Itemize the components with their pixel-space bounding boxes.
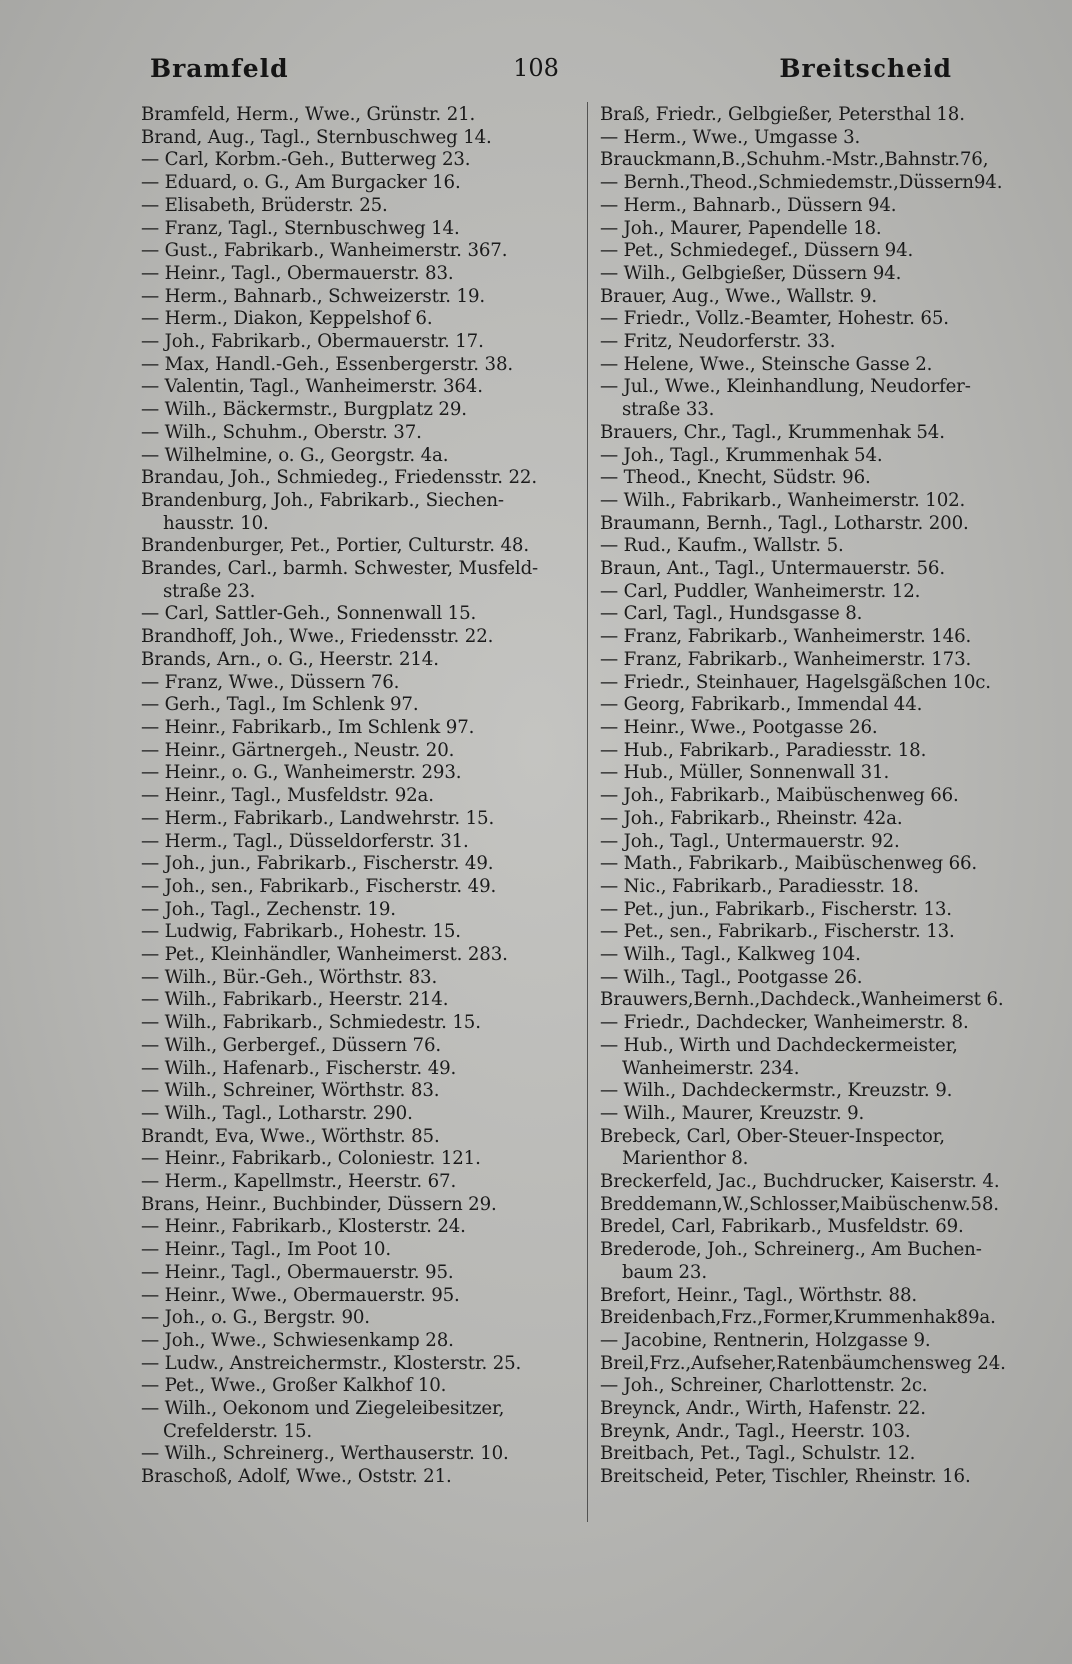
directory-entry: — Ludwig, Fabrikarb., Hohestr. 15. — [141, 921, 461, 943]
directory-entry: — Wilh., Bäckermstr., Burgplatz 29. — [141, 399, 467, 421]
directory-entry: — Wilh., Fabrikarb., Schmiedestr. 15. — [141, 1012, 481, 1034]
directory-entry: — Franz, Tagl., Sternbuschweg 14. — [141, 217, 460, 239]
directory-entry: — Herm., Diakon, Keppelshof 6. — [141, 308, 433, 330]
directory-entry: Brederode, Joh., Schreinerg., Am Buchen- — [600, 1239, 982, 1261]
directory-entry: — Franz, Wwe., Düssern 76. — [141, 671, 400, 693]
directory-entry: — Math., Fabrikarb., Maibüschenweg 66. — [600, 853, 978, 875]
directory-entry: — Wilh., Tagl., Kalkweg 104. — [600, 944, 861, 966]
directory-entry: Brauer, Aug., Wwe., Wallstr. 9. — [600, 285, 878, 307]
right-column — [600, 104, 1042, 1489]
directory-entry: — Helene, Wwe., Steinsche Gasse 2. — [600, 353, 933, 375]
directory-entry: — Bernh.,Theod.,Schmiedemstr.,Düssern94. — [600, 172, 1003, 194]
directory-entry: Brandhoff, Joh., Wwe., Friedensstr. 22. — [141, 626, 494, 648]
directory-entry: — Carl, Korbm.-Geh., Butterweg 23. — [141, 149, 471, 171]
directory-entry: Brandenburg, Joh., Fabrikarb., Siechen- — [141, 489, 504, 511]
directory-entry: — Wilh., Bür.-Geh., Wörthstr. 83. — [141, 966, 438, 988]
directory-entry: — Herm., Bahnarb., Düssern 94. — [600, 194, 897, 216]
directory-entry: Breil,Frz.,Aufseher,Ratenbäumchensweg 24. — [600, 1352, 1006, 1374]
directory-entry: — Pet., Kleinhändler, Wanheimerst. 283. — [141, 944, 508, 966]
directory-entry: — Joh., Tagl., Krummenhak 54. — [600, 444, 883, 466]
directory-entry: baum 23. — [622, 1261, 707, 1283]
directory-entry: Brandenburger, Pet., Portier, Culturstr. 48. — [141, 535, 529, 557]
directory-entry: — Wilh., Gerbergef., Düssern 76. — [141, 1034, 441, 1056]
directory-entry: — Gust., Fabrikarb., Wanheimerstr. 367. — [141, 240, 508, 262]
left-column — [141, 104, 578, 1489]
directory-entry: Bramfeld, Herm., Wwe., Grünstr. 21. — [141, 104, 476, 125]
directory-entry: — Joh., Schreiner, Charlottenstr. 2c. — [600, 1375, 928, 1397]
directory-entry: — Friedr., Steinhauer, Hagelsgäßchen 10c. — [600, 671, 991, 693]
directory-entry: — Pet., jun., Fabrikarb., Fischerstr. 13. — [600, 898, 952, 920]
directory-entry: Breynck, Andr., Wirth, Hafenstr. 22. — [600, 1398, 926, 1420]
directory-entry: — Herm., Fabrikarb., Landwehrstr. 15. — [141, 807, 495, 829]
directory-entry: — Heinr., Wwe., Pootgasse 26. — [600, 716, 878, 738]
directory-entry: — Heinr., Tagl., Musfeldstr. 92a. — [141, 785, 434, 807]
directory-entry: — Fritz, Neudorferstr. 33. — [600, 331, 836, 353]
directory-entry: — Heinr., Tagl., Obermauerstr. 83. — [141, 262, 454, 284]
directory-entry: Brands, Arn., o. G., Heerstr. 214. — [141, 648, 439, 670]
directory-entry: — Hub., Fabrikarb., Paradiesstr. 18. — [600, 739, 927, 761]
directory-entry: — Pet., sen., Fabrikarb., Fischerstr. 13. — [600, 921, 955, 943]
directory-entry: Marienthor 8. — [622, 1148, 749, 1170]
directory-entry: — Herm., Wwe., Umgasse 3. — [600, 126, 861, 148]
directory-entry: Braschoß, Adolf, Wwe., Oststr. 21. — [141, 1466, 452, 1488]
directory-entry: — Wilh., Tagl., Lotharstr. 290. — [141, 1102, 413, 1124]
directory-entry: — Wilhelmine, o. G., Georgstr. 4a. — [141, 444, 449, 466]
directory-entry: — Franz, Fabrikarb., Wanheimerstr. 146. — [600, 626, 972, 648]
directory-entry: — Ludw., Anstreichermstr., Klosterstr. 25. — [141, 1352, 522, 1374]
directory-entry: — Friedr., Vollz.-Beamter, Hohestr. 65. — [600, 308, 949, 330]
directory-entry: — Wilh., Oekonom und Ziegeleibesitzer, — [141, 1398, 505, 1420]
directory-entry: — Gerh., Tagl., Im Schlenk 97. — [141, 694, 419, 716]
directory-entry: — Joh., jun., Fabrikarb., Fischerstr. 49. — [141, 853, 494, 875]
directory-entry: — Joh., Tagl., Zechenstr. 19. — [141, 898, 396, 920]
directory-entry: — Rud., Kaufm., Wallstr. 5. — [600, 535, 844, 557]
directory-entry: — Herm., Tagl., Düsseldorferstr. 31. — [141, 830, 469, 852]
directory-entry: — Carl, Tagl., Hundsgasse 8. — [600, 603, 863, 625]
directory-entry: — Wilh., Hafenarb., Fischerstr. 49. — [141, 1057, 457, 1079]
directory-entry: — Jacobine, Rentnerin, Holzgasse 9. — [600, 1329, 931, 1351]
directory-entry: hausstr. 10. — [163, 512, 269, 534]
directory-entry: — Heinr., Fabrikarb., Coloniestr. 121. — [141, 1148, 481, 1170]
directory-entry: Crefelderstr. 15. — [163, 1420, 313, 1442]
directory-entry: — Joh., Maurer, Papendelle 18. — [600, 217, 882, 239]
directory-entry: Braumann, Bernh., Tagl., Lotharstr. 200. — [600, 512, 969, 534]
directory-entry: — Joh., o. G., Bergstr. 90. — [141, 1307, 370, 1329]
directory-entry: Breynk, Andr., Tagl., Heerstr. 103. — [600, 1420, 911, 1442]
directory-entry: — Joh., Fabrikarb., Maibüschenweg 66. — [600, 785, 959, 807]
directory-entry: Breidenbach,Frz.,Former,Krummenhak89a. — [600, 1307, 996, 1329]
page-number: 108 — [513, 54, 559, 82]
directory-entry: Breckerfeld, Jac., Buchdrucker, Kaiserstr. 4. — [600, 1171, 1000, 1193]
directory-entry: — Franz, Fabrikarb., Wanheimerstr. 173. — [600, 648, 972, 670]
directory-entry: — Heinr., Wwe., Obermauerstr. 95. — [141, 1284, 460, 1306]
directory-entry: — Heinr., Tagl., Im Poot 10. — [141, 1239, 391, 1261]
directory-entry: — Hub., Müller, Sonnenwall 31. — [600, 762, 890, 784]
directory-entry: Brans, Heinr., Buchbinder, Düssern 29. — [141, 1193, 497, 1215]
directory-entry: — Herm., Bahnarb., Schweizerstr. 19. — [141, 285, 486, 307]
directory-entry: — Wilh., Schreiner, Wörthstr. 83. — [141, 1080, 440, 1102]
directory-entry: — Herm., Kapellmstr., Heerstr. 67. — [141, 1171, 457, 1193]
header-right-keyword: Breitscheid — [779, 54, 952, 83]
directory-entry: — Wilh., Gelbgießer, Düssern 94. — [600, 262, 902, 284]
directory-entry: — Joh., sen., Fabrikarb., Fischerstr. 49. — [141, 875, 497, 897]
directory-entry: — Nic., Fabrikarb., Paradiesstr. 18. — [600, 875, 919, 897]
directory-entry: Brauers, Chr., Tagl., Krummenhak 54. — [600, 421, 945, 443]
directory-entry: — Heinr., Tagl., Obermauerstr. 95. — [141, 1261, 454, 1283]
directory-entry: Brauckmann,B.,Schuhm.-Mstr.,Bahnstr.76, — [600, 149, 989, 171]
column-divider — [587, 102, 588, 1522]
directory-entry: Breitbach, Pet., Tagl., Schulstr. 12. — [600, 1443, 916, 1465]
directory-entry: straße 23. — [163, 580, 256, 602]
directory-entry: — Max, Handl.-Geh., Essenbergerstr. 38. — [141, 353, 514, 375]
directory-entry: Brefort, Heinr., Tagl., Wörthstr. 88. — [600, 1284, 918, 1306]
directory-entry: Brandau, Joh., Schmiedeg., Friedensstr. 22. — [141, 467, 537, 489]
directory-entry: — Pet., Wwe., Großer Kalkhof 10. — [141, 1375, 447, 1397]
directory-entry: — Wilh., Dachdeckermstr., Kreuzstr. 9. — [600, 1080, 953, 1102]
directory-entry: — Eduard, o. G., Am Burgacker 16. — [141, 172, 461, 194]
directory-entry: — Joh., Fabrikarb., Rheinstr. 42a. — [600, 807, 903, 829]
directory-entry: — Wilh., Schuhm., Oberstr. 37. — [141, 421, 422, 443]
directory-entry: — Joh., Wwe., Schwiesenkamp 28. — [141, 1329, 454, 1351]
directory-entry: — Valentin, Tagl., Wanheimerstr. 364. — [141, 376, 483, 398]
directory-entry: — Carl, Sattler-Geh., Sonnenwall 15. — [141, 603, 477, 625]
directory-entry: — Wilh., Tagl., Pootgasse 26. — [600, 966, 863, 988]
directory-entry: — Elisabeth, Brüderstr. 25. — [141, 194, 388, 216]
directory-entry: Brand, Aug., Tagl., Sternbuschweg 14. — [141, 126, 492, 148]
directory-entry: Bredel, Carl, Fabrikarb., Musfeldstr. 69. — [600, 1216, 964, 1238]
header-left-keyword: Bramfeld — [150, 54, 289, 83]
directory-entry: — Theod., Knecht, Südstr. 96. — [600, 467, 871, 489]
directory-entry: straße 33. — [622, 399, 715, 421]
directory-entry: Brandes, Carl., barmh. Schwester, Musfeld- — [141, 558, 539, 580]
page-header — [120, 54, 952, 90]
directory-entry: Wanheimerstr. 234. — [622, 1057, 800, 1079]
directory-entry: — Wilh., Fabrikarb., Heerstr. 214. — [141, 989, 449, 1011]
directory-entry: — Heinr., Gärtnergeh., Neustr. 20. — [141, 739, 455, 761]
directory-entry: Braß, Friedr., Gelbgießer, Petersthal 18. — [600, 104, 965, 125]
directory-entry: Breitscheid, Peter, Tischler, Rheinstr. 16. — [600, 1466, 971, 1488]
directory-entry: — Friedr., Dachdecker, Wanheimerstr. 8. — [600, 1012, 969, 1034]
directory-entry: — Wilh., Schreinerg., Werthauserstr. 10. — [141, 1443, 509, 1465]
directory-entry: — Wilh., Fabrikarb., Wanheimerstr. 102. — [600, 489, 966, 511]
directory-entry: — Joh., Tagl., Untermauerstr. 92. — [600, 830, 900, 852]
directory-entry: Brebeck, Carl, Ober-Steuer-Inspector, — [600, 1125, 945, 1147]
directory-entry: — Pet., Schmiedegef., Düssern 94. — [600, 240, 914, 262]
directory-entry: — Carl, Puddler, Wanheimerstr. 12. — [600, 580, 921, 602]
directory-entry: — Jul., Wwe., Kleinhandlung, Neudorfer- — [600, 376, 971, 398]
directory-entry: — Georg, Fabrikarb., Immendal 44. — [600, 694, 923, 716]
directory-entry: — Heinr., Fabrikarb., Im Schlenk 97. — [141, 716, 475, 738]
directory-entry: — Wilh., Maurer, Kreuzstr. 9. — [600, 1102, 865, 1124]
directory-entry: Breddemann,W.,Schlosser,Maibüschenw.58. — [600, 1193, 999, 1215]
directory-entry: — Joh., Fabrikarb., Obermauerstr. 17. — [141, 331, 484, 353]
directory-entry: — Heinr., o. G., Wanheimerstr. 293. — [141, 762, 462, 784]
directory-entry: Braun, Ant., Tagl., Untermauerstr. 56. — [600, 558, 945, 580]
directory-entry: — Heinr., Fabrikarb., Klosterstr. 24. — [141, 1216, 466, 1238]
directory-entry: Brauwers,Bernh.,Dachdeck.,Wanheimerst 6. — [600, 989, 1004, 1011]
directory-entry: — Hub., Wirth und Dachdeckermeister, — [600, 1034, 958, 1056]
directory-entry: Brandt, Eva, Wwe., Wörthstr. 85. — [141, 1125, 440, 1147]
